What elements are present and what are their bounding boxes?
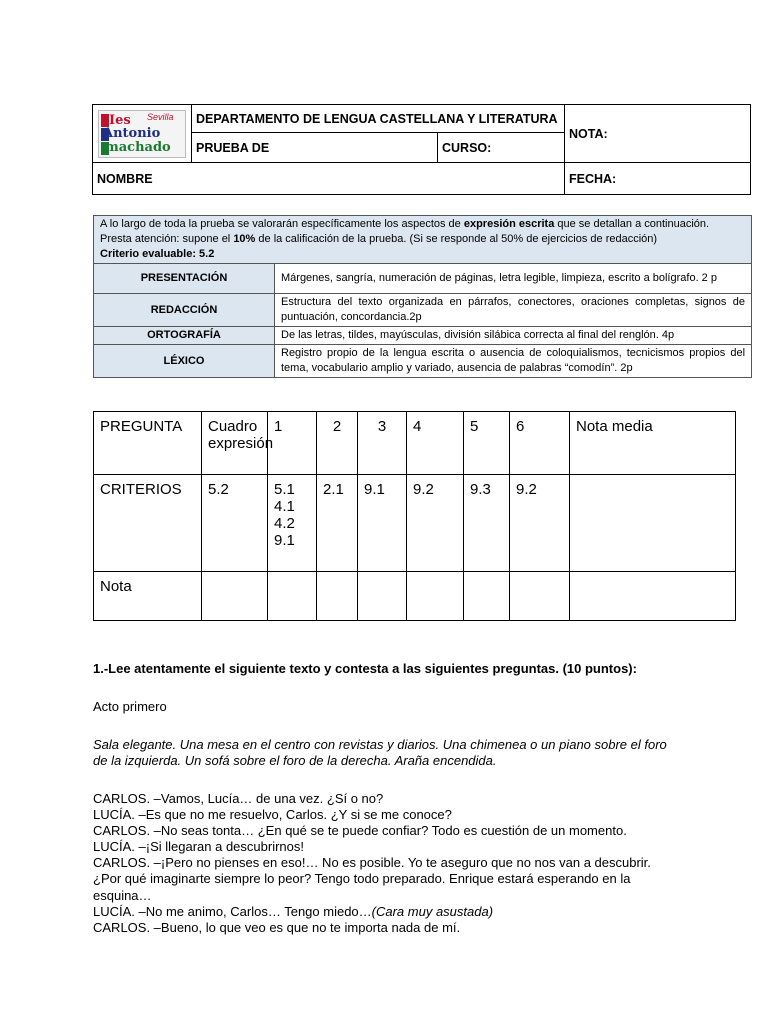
dialogue-line: CARLOS. –No seas tonta… ¿En qué se te puede confiar? Todo es cuestión de un momento. — [93, 823, 627, 839]
criteria-evaluable: Criterio evaluable: 5.2 — [100, 248, 215, 260]
school-logo-cell — [93, 105, 192, 163]
header-table — [92, 104, 751, 195]
dialogue-line: esquina… — [93, 887, 152, 903]
nota-q1[interactable] — [268, 572, 317, 621]
criterion-name: LÉXICO — [94, 345, 275, 378]
act-heading: Acto primero — [93, 699, 167, 714]
nota-q5[interactable] — [464, 572, 510, 621]
dialogue-line: CARLOS. –Bueno, lo que veo es que no te importa nada de mí. — [93, 919, 461, 935]
nombre-field[interactable]: NOMBRE — [93, 163, 565, 195]
criterio-q4: 9.2 — [407, 475, 464, 572]
nota-media[interactable] — [570, 572, 736, 621]
criterion-name: PRESENTACIÓN — [94, 264, 275, 294]
criterion-desc: Registro propio de la lengua escrita o ausencia de coloquialismos, tecnicismos propios del tema, vocabulario amplio y variado, ausencia de palabras “comodín”. 2p — [275, 345, 752, 378]
criterion-name: ORTOGRAFÍA — [94, 327, 275, 345]
header-q2: 2 — [317, 412, 358, 475]
logo-text-2: Antonio — [103, 125, 161, 141]
criterion-desc: Márgenes, sangría, numeración de páginas, letra legible, limpieza, escrito a bolígrafo. 2 p — [275, 264, 752, 294]
criteria-intro-line-1: A lo largo de toda la prueba se valorarán específicamente los aspectos de expresión escrita que se detallan a continuación. — [100, 218, 710, 230]
criteria-intro — [94, 216, 752, 264]
criterio-q3: 9.1 — [358, 475, 407, 572]
header-q4: 4 — [407, 412, 464, 475]
nota-q2[interactable] — [317, 572, 358, 621]
criteria-intro-line-2: Presta atención: supone el 10% de la calificación de la prueba. (Si se responde al 50% de ejercicios de redacción) — [100, 233, 658, 245]
logo-text-3: machado — [105, 139, 171, 155]
department-title: DEPARTAMENTO DE LENGUA CASTELLANA Y LITERATURA — [192, 105, 565, 133]
header-nota-media: Nota media — [570, 412, 736, 475]
criterion-name: REDACCIÓN — [94, 294, 275, 327]
nota-q3[interactable] — [358, 572, 407, 621]
logo-text-1: Ies — [109, 112, 131, 128]
criterio-q2: 2.1 — [317, 475, 358, 572]
dialogue-line: LUCÍA. –¡Si llegaran a descubrirnos! — [93, 839, 304, 855]
header-q3: 3 — [358, 412, 407, 475]
header-q1: 1 — [268, 412, 317, 475]
fecha-field[interactable]: FECHA: — [565, 163, 751, 195]
header-q6: 6 — [510, 412, 570, 475]
dialogue-line: CARLOS. –Vamos, Lucía… de una vez. ¿Sí o no? — [93, 791, 384, 806]
dialogue-line: ¿Por qué imaginarte siempre lo peor? Tengo todo preparado. Enrique estará esperando en la — [93, 871, 631, 887]
nota-label: Nota — [94, 572, 202, 621]
dialogue-line: LUCÍA. –No me animo, Carlos… Tengo miedo…(Cara muy asustada) — [93, 903, 494, 919]
dialogue-line: CARLOS. –¡Pero no pienses en eso!… No es posible. Yo te aseguro que no nos van a descubrir. — [93, 855, 651, 871]
question-title: 1.-Lee atentamente el siguiente texto y contesta a las siguientes preguntas. (10 puntos): — [93, 661, 637, 676]
criterio-q1: 5.1 4.1 4.2 9.1 — [268, 475, 317, 572]
dialogue-line: LUCÍA. –Es que no me resuelvo, Carlos. ¿Y si se me conoce? — [93, 807, 452, 823]
criterion-desc: Estructura del texto organizada en párrafos, conectores, oraciones completas, signos de puntuación, concordancia.2p — [275, 294, 752, 327]
curso-field[interactable]: CURSO: — [438, 133, 565, 163]
logo-script: Sevilla — [147, 111, 174, 122]
prueba-field[interactable]: PRUEBA DE — [192, 133, 438, 163]
scores-table — [93, 411, 736, 621]
criterio-cuadro: 5.2 — [202, 475, 268, 572]
dialogue — [93, 791, 653, 936]
criterion-desc: De las letras, tildes, mayúsculas, división silábica correcta al final del renglón. 4p — [275, 327, 752, 345]
school-logo — [98, 110, 186, 158]
nota-q6[interactable] — [510, 572, 570, 621]
header-pregunta: PREGUNTA — [94, 412, 202, 475]
header-cuadro: Cuadro expresión — [202, 412, 268, 475]
criteria-table — [93, 215, 752, 378]
nota-field[interactable]: NOTA: — [565, 105, 751, 163]
nota-cuadro[interactable] — [202, 572, 268, 621]
criterios-label: CRITERIOS — [94, 475, 202, 572]
stage-direction: Sala elegante. Una mesa en el centro con revistas y diarios. Una chimenea o un piano sobre el foro de la izquierda. Un sofá sobre el foro de la derecha. Araña encendida. — [93, 737, 667, 768]
criterio-q6: 9.2 — [510, 475, 570, 572]
nota-q4[interactable] — [407, 572, 464, 621]
criterio-q5: 9.3 — [464, 475, 510, 572]
criterio-nota-media — [570, 475, 736, 572]
header-q5: 5 — [464, 412, 510, 475]
